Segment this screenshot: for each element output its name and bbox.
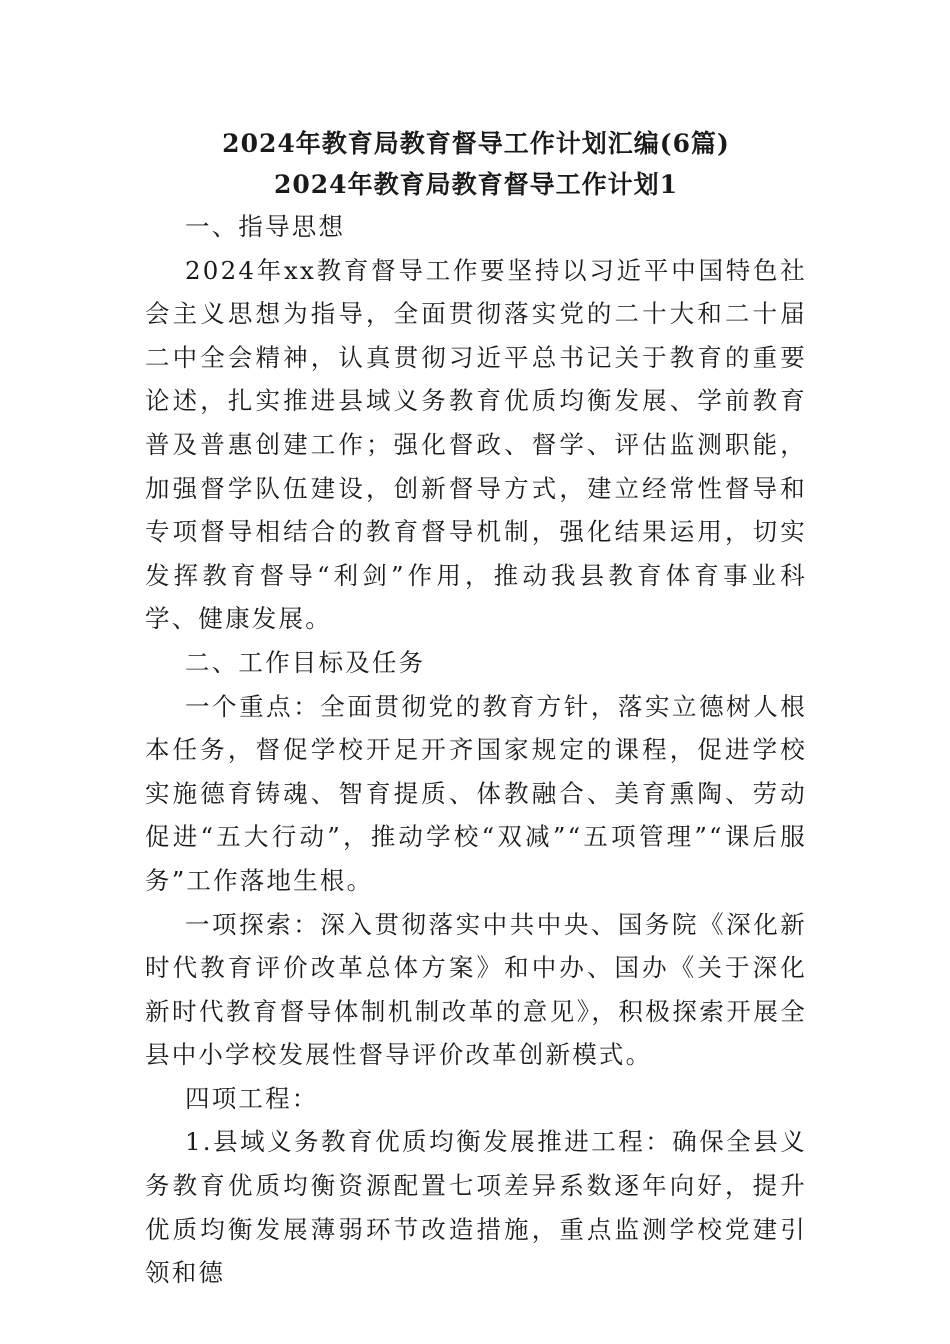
document-subtitle: 2024年教育局教育督导工作计划1 [274,170,678,199]
document-content [145,123,807,1295]
paragraph-one-focus: 一个重点：全面贯彻党的教育方针，落实立德树人根本任务，督促学校开足开齐国家规定的课程，促进学校实施德育铸魂、智育提质、体教融合、美育熏陶、劳动促进“五大行动”，推动学校“双减”“五项管理”“课后服务”工作落地生根。 [145,691,807,895]
paragraph-guiding-ideology: 2024年xx教育督导工作要坚持以习近平中国特色社会主义思想为指导，全面贯彻落实党的二十大和二十届二中全会精神，认真贯彻习近平总书记关于教育的重要论述，扎实推进县域义务教育优质均衡发展、学前教育普及普惠创建工作；强化督政、督学、评估监测职能，加强督学队伍建设，创新督导方式，建立经常性督导和专项督导相结合的教育督导机制，强化结果运用，切实发挥教育督导“利剑”作用，推动我县教育体育事业科学、健康发展。 [145,255,807,634]
section-heading-guiding-ideology: 一、指导思想 [185,212,346,241]
document-title: 2024年教育局教育督导工作计划汇编(6篇) [222,129,730,158]
paragraph-one-exploration: 一项探索：深入贯彻落实中共中央、国务院《深化新时代教育评价改革总体方案》和中办、国办《关于深化新时代教育督导体制机制改革的意见》，积极探索开展全县中小学校发展性督导评价改革创新模式。 [145,909,807,1070]
section-heading-goals-tasks: 二、工作目标及任务 [185,647,426,677]
paragraph-four-projects: 四项工程： [185,1083,319,1113]
paragraph-project-1: 1.县域义务教育优质均衡发展推进工程：确保全县义务教育优质均衡资源配置七项差异系数逐年向好，提升优质均衡发展薄弱环节改造措施，重点监测学校党建引领和德 [145,1127,807,1288]
